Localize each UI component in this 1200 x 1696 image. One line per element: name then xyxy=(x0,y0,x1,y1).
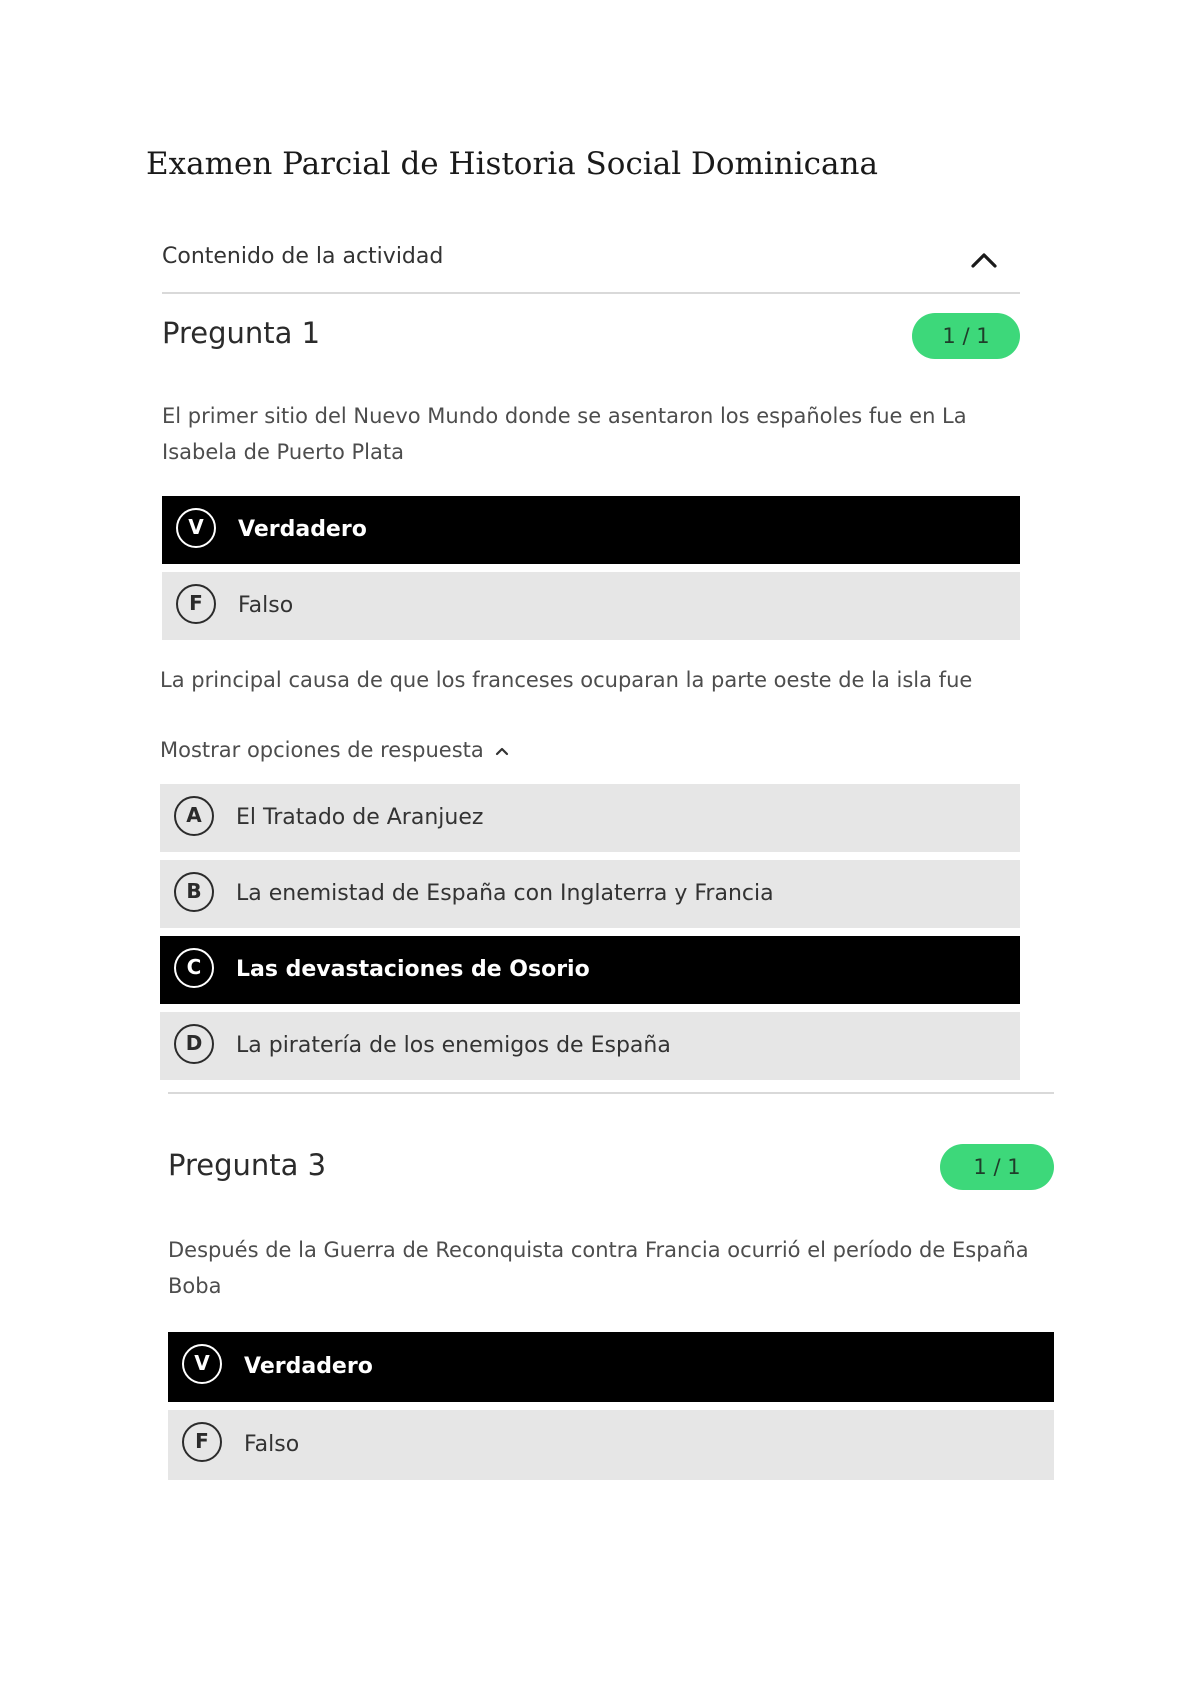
question-3-score-badge: 1 / 1 xyxy=(940,1144,1054,1190)
option-letter-badge: F xyxy=(182,1422,222,1462)
option-label: Verdadero xyxy=(244,1354,373,1379)
question-1-text: El primer sitio del Nuevo Mundo donde se asentaron los españoles fue en La Isabela de Puerto Plata xyxy=(162,404,967,464)
question-3-option-true[interactable] xyxy=(168,1332,1054,1402)
option-label: Verdadero xyxy=(238,517,367,542)
question-1-option-true[interactable] xyxy=(162,496,1020,564)
question-1-title: Pregunta 1 xyxy=(162,316,321,350)
show-answer-options-toggle[interactable] xyxy=(160,738,510,762)
option-label: La enemistad de España con Inglaterra y Francia xyxy=(236,881,774,906)
chevron-up-icon xyxy=(966,242,1002,278)
option-letter-badge: V xyxy=(182,1344,222,1384)
question-2-option-d[interactable] xyxy=(160,1012,1020,1080)
option-label: La piratería de los enemigos de España xyxy=(236,1033,671,1058)
question-1-score-badge: 1 / 1 xyxy=(912,313,1020,359)
option-letter-badge: V xyxy=(176,508,216,548)
question-2-text: La principal causa de que los franceses ocuparan la parte oeste de la isla fue xyxy=(160,668,973,692)
question-3-option-false[interactable] xyxy=(168,1410,1054,1480)
question-3-text: Después de la Guerra de Reconquista contra Francia ocurrió el período de España Boba xyxy=(168,1238,1029,1298)
activity-content-label: Contenido de la actividad xyxy=(162,244,444,269)
question-2-option-a[interactable] xyxy=(160,784,1020,852)
show-answer-options-label: Mostrar opciones de respuesta xyxy=(160,738,484,762)
option-letter-badge: F xyxy=(176,584,216,624)
option-label: Las devastaciones de Osorio xyxy=(236,957,590,982)
question-2-option-c[interactable] xyxy=(160,936,1020,1004)
section-divider xyxy=(168,1092,1054,1094)
question-2-option-b[interactable] xyxy=(160,860,1020,928)
collapse-button[interactable] xyxy=(966,242,1002,278)
chevron-up-icon xyxy=(494,743,510,759)
option-letter-badge: B xyxy=(174,872,214,912)
option-label: El Tratado de Aranjuez xyxy=(236,805,484,830)
activity-content-toggle[interactable] xyxy=(162,236,1020,294)
option-letter-badge: D xyxy=(174,1024,214,1064)
question-1-option-false[interactable] xyxy=(162,572,1020,640)
option-letter-badge: C xyxy=(174,948,214,988)
document-title: Examen Parcial de Historia Social Dominicana xyxy=(146,146,878,182)
question-3-title: Pregunta 3 xyxy=(168,1148,327,1182)
option-letter-badge: A xyxy=(174,796,214,836)
option-label: Falso xyxy=(244,1432,300,1457)
option-label: Falso xyxy=(238,593,294,618)
